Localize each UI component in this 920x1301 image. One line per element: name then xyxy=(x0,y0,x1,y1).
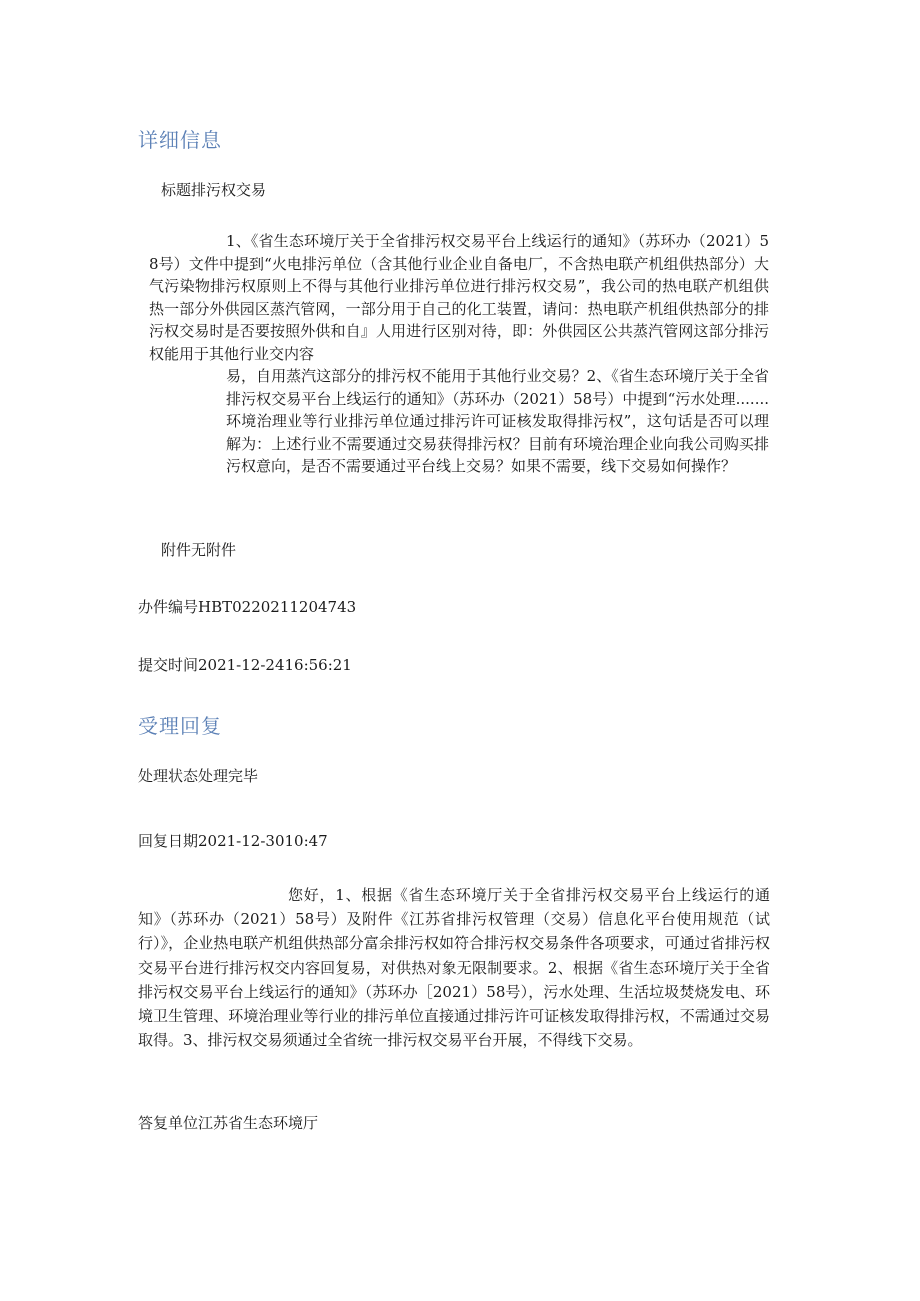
question-text-part1: 1、《省生态环境厅关于全省排污权交易平台上线运行的通知》（苏环办（2021）58号）文件中提到“火电排污单位（含其他行业企业自备电厂，不含热电联产机组供热部分）大气污染物排污权原则上不得与其他行业排污单位进行排污权交易”，我公司的热电联产机组供热一部分外供园区蒸汽管网，一部分用于自己的化工装置，请问：热电联产机组供热部分的排污权交易时是否要按照外供和自』人用进行区别对待，即：外供园区公共蒸汽管网这部分排污权能用于其他行业交内容 xyxy=(149,232,769,363)
status-field: 处理状态处理完毕 xyxy=(138,767,259,785)
reply-heading: 受理回复 xyxy=(138,714,222,738)
case-number-field: 办件编号HBT0220211204743 xyxy=(138,598,357,616)
question-text-part2: 易，自用蒸汽这部分的排污权不能用于其他行业交易？2、《省生态环境厅关于全省排污权交易平台上线运行的通知》（苏环办（2021）58号）中提到“污水处理.......环境治理业等行业排污单位通过排污许可证核发取得排污权”，这句话是否可以理解为：上述行业不需要通过交易获得排污权？目前有环境治理企业向我公司购买排污权意向，是否不需要通过平台线上交易？如果不需要，线下交易如何操作？ xyxy=(226,367,769,475)
detail-heading: 详细信息 xyxy=(138,128,222,152)
submit-time-field: 提交时间2021-12-2416:56:21 xyxy=(138,656,352,674)
reply-date-field: 回复日期2021-12-3010:47 xyxy=(138,832,328,850)
attachment-field: 附件无附件 xyxy=(161,541,237,559)
title-field: 标题排污权交易 xyxy=(161,181,267,199)
reply-unit-field: 答复单位江苏省生态环境厅 xyxy=(138,1114,319,1132)
reply-text: 您好，1、根据《省生态环境厅关于全省排污权交易平台上线运行的通知》（苏环办（2021）58号）及附件《江苏省排污权管理（交易）信息化平台使用规范（试行）》，企业热电联产机组供热部分富余排污权如符合排污权交易条件各项要求，可通过省排污权交易平台进行排污权交内容回复易，对供热对象无限制要求。2、根据《省生态环境厅关于全省排污权交易平台上线运行的通知》（苏环办［2021）58号），污水处理、生活垃圾焚烧发电、环境卫生管理、环境治理业等行业的排污单位直接通过排污许可证核发取得排污权，不需通过交易取得。3、排污权交易须通过全省统一排污权交易平台开展，不得线下交易。 xyxy=(138,886,770,1050)
